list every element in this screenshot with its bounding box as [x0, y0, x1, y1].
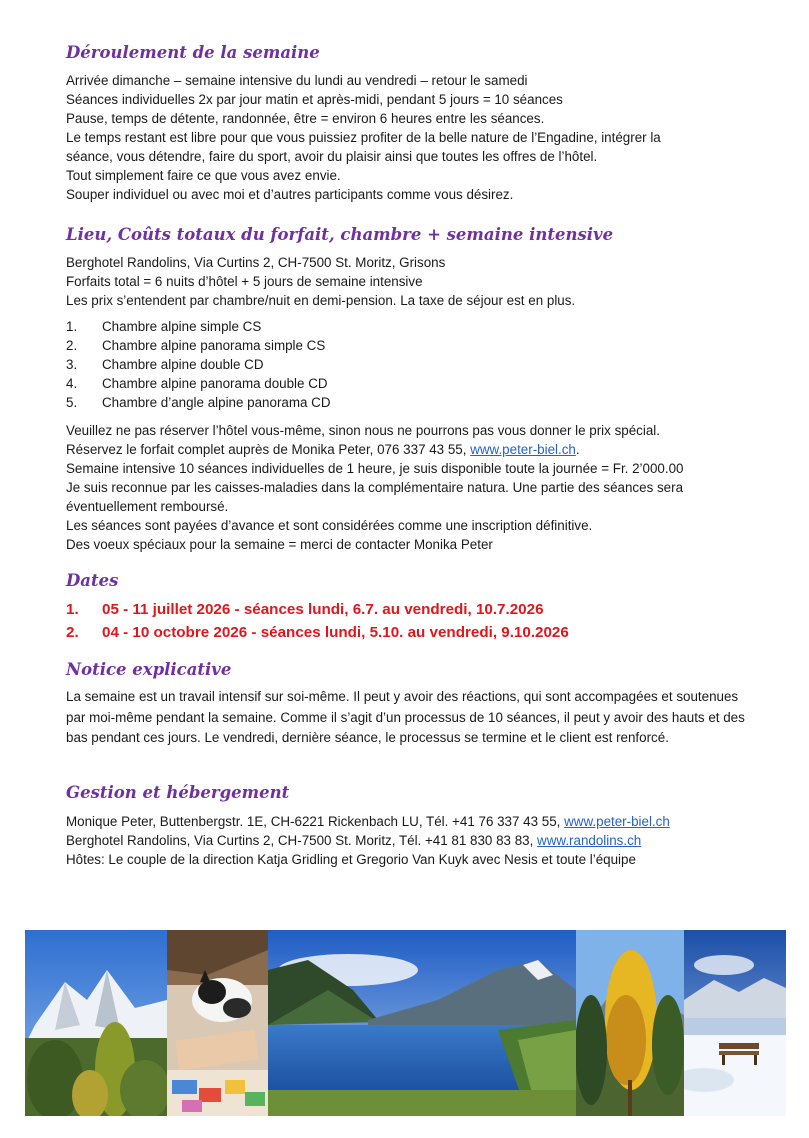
- heading-notice: Notice explicative: [66, 660, 232, 679]
- lake-photo: [268, 930, 576, 1116]
- heading-costs: Lieu, Coûts totaux du forfait, chambre + semaine intensive: [66, 225, 614, 244]
- cat-photo: [167, 930, 268, 1116]
- date-item: 2. 04 - 10 octobre 2026 - séances lundi, 5.10. au vendredi, 9.10.2026: [66, 624, 569, 641]
- mountain-photo: [25, 930, 167, 1116]
- week-line: Arrivée dimanche – semaine intensive du lundi au vendredi – retour le samedi: [66, 73, 528, 88]
- photo-strip: [25, 930, 786, 1116]
- dates-list: [66, 598, 569, 644]
- week-line: Tout simplement faire ce que vous avez envie.: [66, 168, 341, 183]
- note-line: éventuellement remboursé.: [66, 499, 229, 514]
- note-line: Semaine intensive 10 séances individuelles de 1 heure, je suis disponible toute la journée = Fr. 2’000.00: [66, 461, 684, 476]
- management-line: Hôtes: Le couple de la direction Katja Gridling et Gregorio Van Kuyk avec Nesis et toute l’équipe: [66, 852, 636, 867]
- management-line: Berghotel Randolins, Via Curtins 2, CH-7500 St. Moritz, Tél. +41 81 830 83 83, www.randolins.ch: [66, 833, 642, 848]
- list-item: 4. Chambre alpine panorama double CD: [66, 376, 328, 391]
- note-line: Veuillez ne pas réserver l’hôtel vous-même, sinon nous ne pourrons pas vous donner le prix spécial.: [66, 423, 660, 438]
- note-line: Les séances sont payées d’avance et sont considérées comme une inscription définitive.: [66, 518, 593, 533]
- list-item: 5. Chambre d’angle alpine panorama CD: [66, 395, 331, 410]
- note-line: Je suis reconnue par les caisses-maladies dans la complémentaire natura. Une partie des séances sera: [66, 480, 684, 495]
- winter-bench-photo: [684, 930, 786, 1116]
- peter-biel-link[interactable]: www.peter-biel.ch: [470, 442, 576, 457]
- list-item: 3. Chambre alpine double CD: [66, 357, 264, 372]
- management-lines: [66, 812, 756, 869]
- peter-biel-link[interactable]: www.peter-biel.ch: [564, 814, 670, 829]
- heading-week: Déroulement de la semaine: [66, 43, 320, 62]
- costs-notes: [66, 421, 756, 554]
- randolins-link[interactable]: www.randolins.ch: [537, 833, 642, 848]
- costs-intro-line: Forfaits total = 6 nuits d’hôtel + 5 jours de semaine intensive: [66, 274, 423, 289]
- costs-intro-line: Berghotel Randolins, Via Curtins 2, CH-7500 St. Moritz, Grisons: [66, 255, 446, 270]
- heading-dates: Dates: [66, 571, 119, 590]
- week-line: Séances individuelles 2x par jour matin et après-midi, pendant 5 jours = 10 séances: [66, 92, 563, 107]
- heading-management: Gestion et hébergement: [66, 783, 290, 802]
- week-line: séance, vous détendre, faire du sport, avoir du plaisir ainsi que toutes les offres de l’hôtel.: [66, 149, 598, 164]
- week-line: Pause, temps de détente, randonnée, être = environ 6 heures entre les séances.: [66, 111, 545, 126]
- notice-text: La semaine est un travail intensif sur soi-même. Il peut y avoir des réactions, qui sont accompagées et soutenues par moi-même pendant la semaine. Comme il s’agit d’un processus de 10 séances, il peut y avoir des hauts et des bas pendant ces jours. Le vendredi, dernière séance, le processus se termine et le client est renforcé.: [66, 689, 745, 745]
- list-item: 2. Chambre alpine panorama simple CS: [66, 338, 326, 353]
- week-line: Le temps restant est libre pour que vous puissiez profiter de la belle nature de l’Engadine, intégrer la: [66, 130, 661, 145]
- costs-intro: [66, 253, 756, 310]
- note-line: Des voeux spéciaux pour la semaine = merci de contacter Monika Peter: [66, 537, 493, 552]
- note-line: Réservez le forfait complet auprès de Monika Peter, 076 337 43 55, www.peter-biel.ch.: [66, 442, 580, 457]
- management-line: Monique Peter, Buttenbergstr. 1E, CH-6221 Rickenbach LU, Tél. +41 76 337 43 55, www.peter-biel.ch: [66, 814, 670, 829]
- costs-intro-line: Les prix s’entendent par chambre/nuit en demi-pension. La taxe de séjour est en plus.: [66, 293, 576, 308]
- autumn-photo: [576, 930, 684, 1116]
- rooms-list: [66, 317, 331, 412]
- list-item: 1. Chambre alpine simple CS: [66, 319, 262, 334]
- week-line: Souper individuel ou avec moi et d’autres participants comme vous désirez.: [66, 187, 514, 202]
- date-item: 1. 05 - 11 juillet 2026 - séances lundi, 6.7. au vendredi, 10.7.2026: [66, 601, 544, 618]
- week-paragraph: [66, 71, 756, 204]
